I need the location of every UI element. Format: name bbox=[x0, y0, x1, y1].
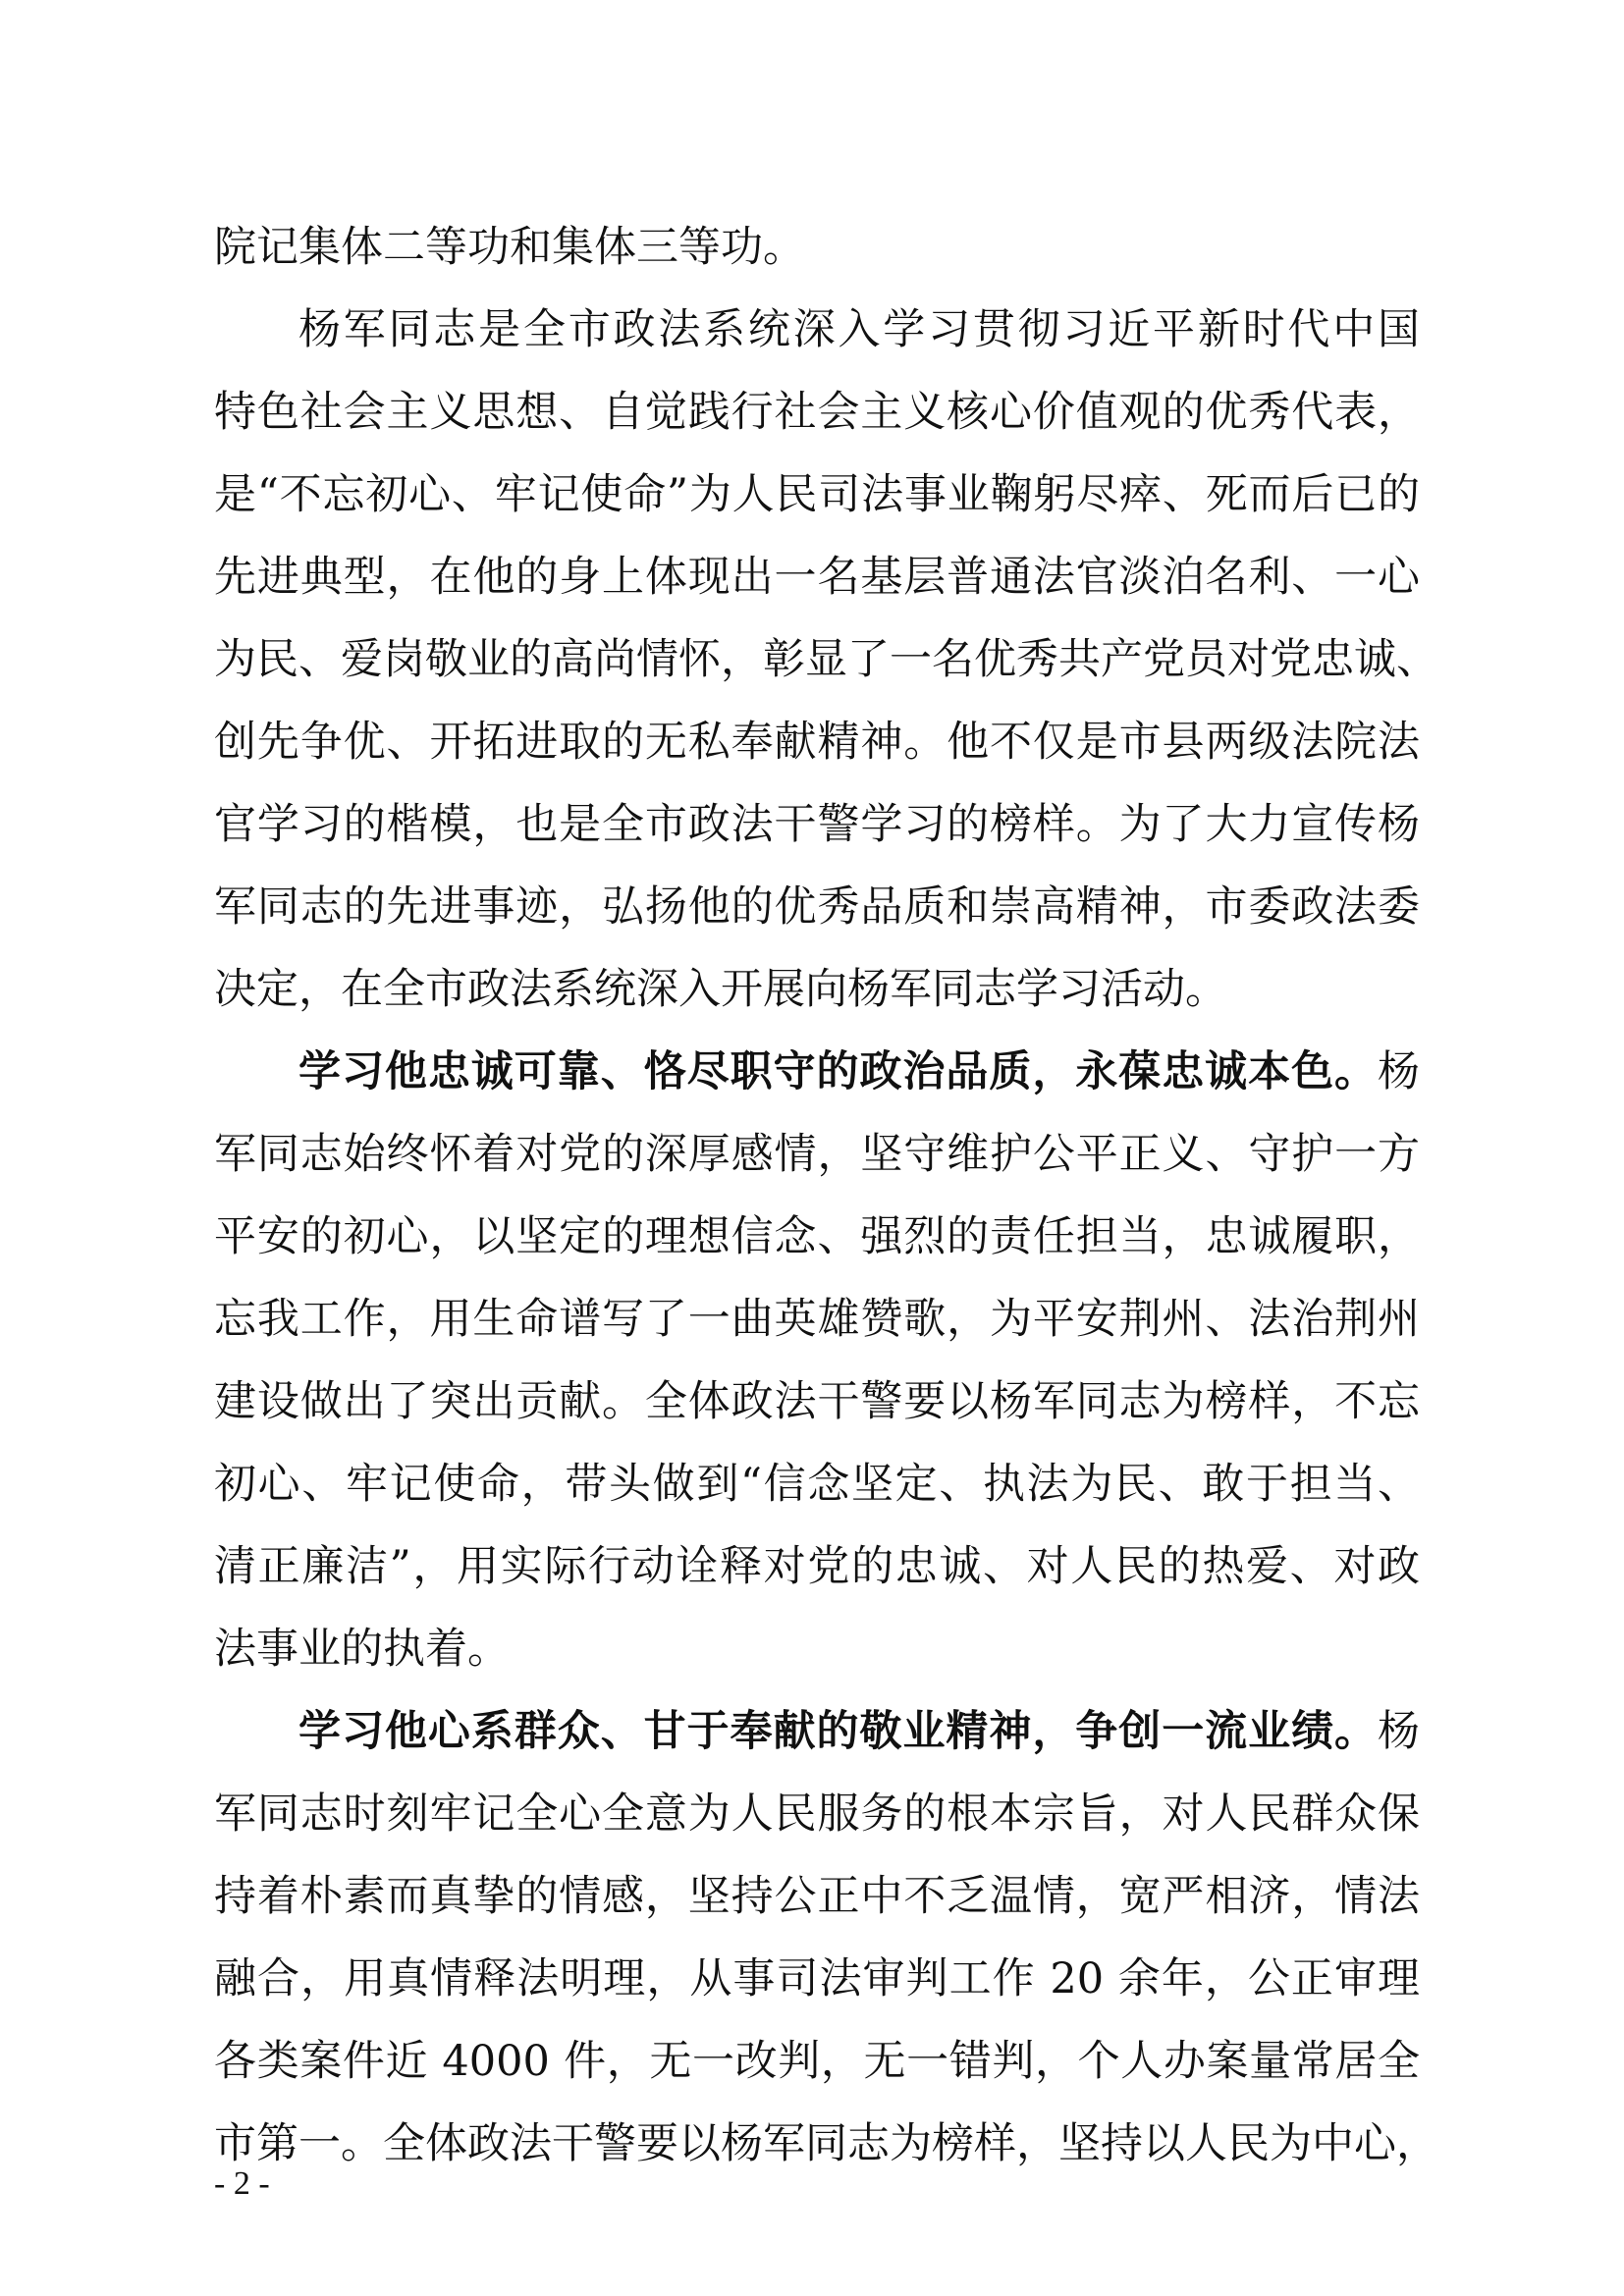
paragraph-line: 各类案件近 4000 件，无一改判，无一错判，个人办案量常居全 bbox=[214, 2037, 1420, 2086]
section-heading: 学习他忠诚可靠、恪尽职守的政治品质，永葆忠诚本色。 bbox=[298, 1047, 1378, 1096]
paragraph-line: 决定，在全市政法系统深入开展向杨军同志学习活动。 bbox=[214, 965, 1227, 1014]
section-heading-tail: 杨 bbox=[1378, 1047, 1420, 1096]
paragraph-line: 法事业的执着。 bbox=[214, 1625, 510, 1674]
paragraph-line: 为民、爱岗敬业的高尚情怀，彰显了一名优秀共产党员对党忠诚、 bbox=[214, 635, 1438, 684]
section-heading-line bbox=[298, 1690, 1420, 1773]
paragraph-line: 先进典型，在他的身上体现出一名基层普通法官淡泊名利、一心 bbox=[214, 553, 1420, 602]
paragraph-line: 初心、牢记使命，带头做到“信念坚定、执法为民、敢于担当、 bbox=[214, 1460, 1420, 1509]
paragraph-line: 平安的初心，以坚定的理想信念、强烈的责任担当，忠诚履职， bbox=[214, 1212, 1420, 1261]
paragraph-line: 持着朴素而真挚的情感，坚持公正中不乏温情，宽严相济，情法 bbox=[214, 1872, 1420, 1921]
page-number: - 2 - bbox=[214, 2165, 270, 2202]
section-heading: 学习他心系群众、甘于奉献的敬业精神，争创一流业绩。 bbox=[298, 1707, 1378, 1756]
paragraph-line: 市第一。全体政法干警要以杨军同志为榜样，坚持以人民为中心， bbox=[214, 2119, 1438, 2168]
paragraph-line: 忘我工作，用生命谱写了一曲英雄赞歌，为平安荆州、法治荆州 bbox=[214, 1295, 1420, 1344]
paragraph-line: 杨军同志是全市政法系统深入学习贯彻习近平新时代中国 bbox=[298, 305, 1420, 354]
paragraph-line: 创先争优、开拓进取的无私奉献精神。他不仅是市县两级法院法 bbox=[214, 718, 1420, 767]
paragraph-line: 清正廉洁”，用实际行动诠释对党的忠诚、对人民的热爱、对政 bbox=[214, 1542, 1420, 1591]
paragraph-line: 是“不忘初心、牢记使命”为人民司法事业鞠躬尽瘁、死而后已的 bbox=[214, 470, 1420, 519]
section-heading-line bbox=[298, 1031, 1420, 1113]
paragraph-line: 军同志始终怀着对党的深厚感情，坚守维护公平正义、守护一方 bbox=[214, 1130, 1420, 1179]
paragraph-line: 军同志的先进事迹，弘扬他的优秀品质和崇高精神，市委政法委 bbox=[214, 882, 1420, 932]
section-heading-tail: 杨 bbox=[1378, 1707, 1420, 1756]
paragraph-line: 官学习的楷模，也是全市政法干警学习的榜样。为了大力宣传杨 bbox=[214, 800, 1420, 849]
paragraph-line: 融合，用真情释法明理，从事司法审判工作 20 余年，公正审理 bbox=[214, 1954, 1420, 2003]
paragraph-line: 院记集体二等功和集体三等功。 bbox=[214, 223, 805, 272]
paragraph-line: 特色社会主义思想、自觉践行社会主义核心价值观的优秀代表， bbox=[214, 388, 1420, 437]
paragraph-line: 建设做出了突出贡献。全体政法干警要以杨军同志为榜样，不忘 bbox=[214, 1377, 1420, 1426]
paragraph-line: 军同志时刻牢记全心全意为人民服务的根本宗旨，对人民群众保 bbox=[214, 1789, 1420, 1839]
